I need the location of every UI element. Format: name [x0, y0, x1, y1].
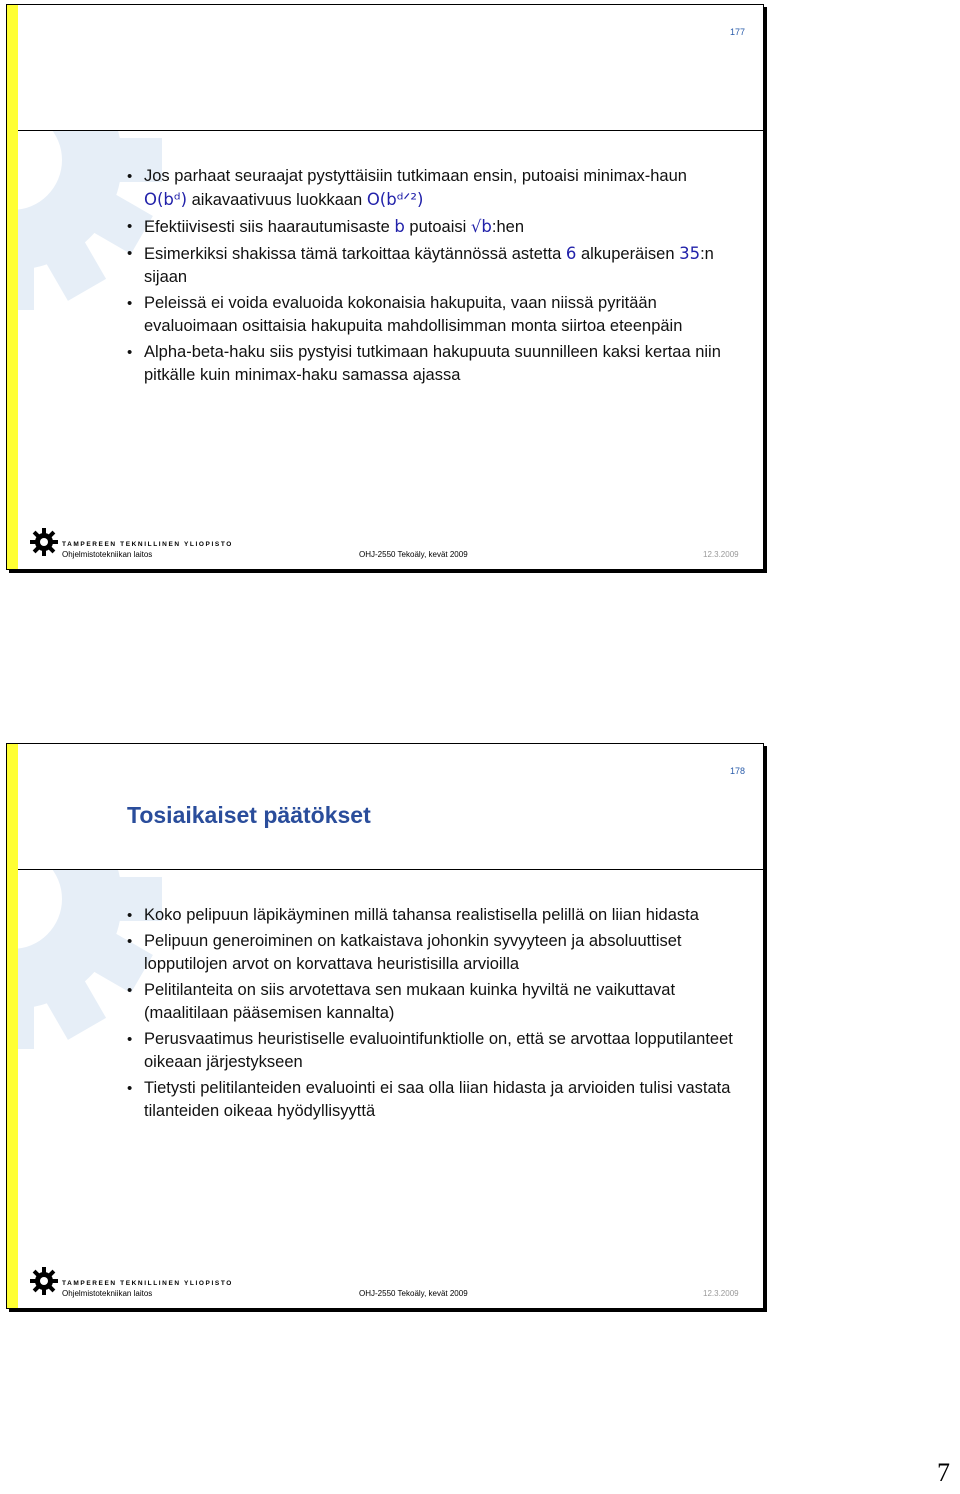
bullet-text: aikavaativuus luokkaan [187, 191, 367, 209]
bullet-text: Koko pelipuun läpikäyminen millä tahansa realistisella pelillä on liian hidasta [144, 906, 699, 924]
bullet-text: Tietysti pelitilanteiden evaluointi ei saa olla liian hidasta ja arvioiden tulisi vastata tilanteiden oikeaa hyödyllisyyttä [144, 1079, 731, 1120]
math-symbol: 35 [679, 244, 701, 263]
math-symbol: b [394, 217, 405, 236]
slide-number: 178 [729, 766, 745, 776]
footer-course: OHJ-2550 Tekoäly, kevät 2009 [359, 550, 468, 559]
bullet-item [127, 904, 733, 927]
bullet-text: alkuperäisen [576, 245, 680, 263]
math-symbol: √b [470, 217, 492, 236]
slide-number: 177 [729, 27, 745, 37]
bullet-item [127, 1028, 733, 1074]
footer-date: 12.3.2009 [703, 1289, 739, 1298]
bullet-text: Perusvaatimus heuristiselle evaluointifunktiolle on, että se arvottaa lopputilanteet oikeaan järjestykseen [144, 1030, 733, 1071]
footer-department: Ohjelmistotekniikan laitos [62, 1289, 153, 1298]
header-divider [18, 130, 763, 131]
bullet-text: Esimerkiksi shakissa tämä tarkoittaa käytännössä astetta [144, 245, 566, 263]
header-divider [18, 869, 763, 870]
slide-title: Tosiaikaiset päätökset [127, 802, 371, 828]
bullet-text: Pelipuun generoiminen on katkaistava johonkin syvyyteen ja absoluuttiset lopputilojen arvot on korvattava heuristisilla arvioilla [144, 932, 682, 973]
bullet-item [127, 165, 733, 212]
slide-178 [6, 743, 764, 1309]
footer-university: TAMPEREEN TEKNILLINEN YLIOPISTO [62, 1280, 233, 1287]
bullet-text: Jos parhaat seuraajat pystyttäisiin tutkimaan ensin, putoaisi minimax-haun [144, 167, 687, 185]
bullet-list [127, 165, 733, 390]
footer-university: TAMPEREEN TEKNILLINEN YLIOPISTO [62, 541, 233, 548]
bullet-list [127, 904, 733, 1126]
header-band [18, 5, 763, 131]
math-symbol: O(bᵈᐟ²) [366, 190, 424, 209]
bullet-text: :hen [491, 218, 525, 236]
bullet-text: Alpha-beta-haku siis pystyisi tutkimaan hakupuuta suunnilleen kaksi kertaa niin pitkälle kuin minimax-haku samassa ajassa [144, 343, 721, 384]
bullet-text: Peleissä ei voida evaluoida kokonaisia hakupuita, vaan niissä pyritään evaluoimaan osittaisia hakupuita mahdollisimman monta siirtoa eteenpäin [144, 294, 683, 335]
bullet-item [127, 292, 733, 338]
footer-department: Ohjelmistotekniikan laitos [62, 550, 153, 559]
math-symbol: 6 [565, 244, 577, 263]
bullet-text: putoaisi [404, 218, 471, 236]
university-logo-icon [29, 527, 59, 557]
bullet-item [127, 930, 733, 976]
bullet-item [127, 1077, 733, 1123]
math-symbol: O(bᵈ) [144, 190, 188, 209]
accent-strip [7, 5, 18, 569]
footer-date: 12.3.2009 [703, 550, 739, 559]
accent-strip [7, 744, 18, 1308]
university-logo-icon [29, 1266, 59, 1296]
bullet-text: :n sijaan [144, 245, 714, 286]
bullet-item [127, 341, 733, 387]
bullet-text: Pelitilanteita on siis arvotettava sen mukaan kuinka hyviltä ne vaikuttavat (maalitilaan pääsemisen kannalta) [144, 981, 676, 1022]
bullet-text: Efektiivisesti siis haarautumisaste [144, 218, 395, 236]
slide-177 [6, 4, 764, 570]
bullet-item [127, 242, 733, 289]
footer-course: OHJ-2550 Tekoäly, kevät 2009 [359, 1289, 468, 1298]
bullet-item [127, 979, 733, 1025]
page-number: 7 [937, 1458, 950, 1487]
bullet-item [127, 215, 733, 239]
